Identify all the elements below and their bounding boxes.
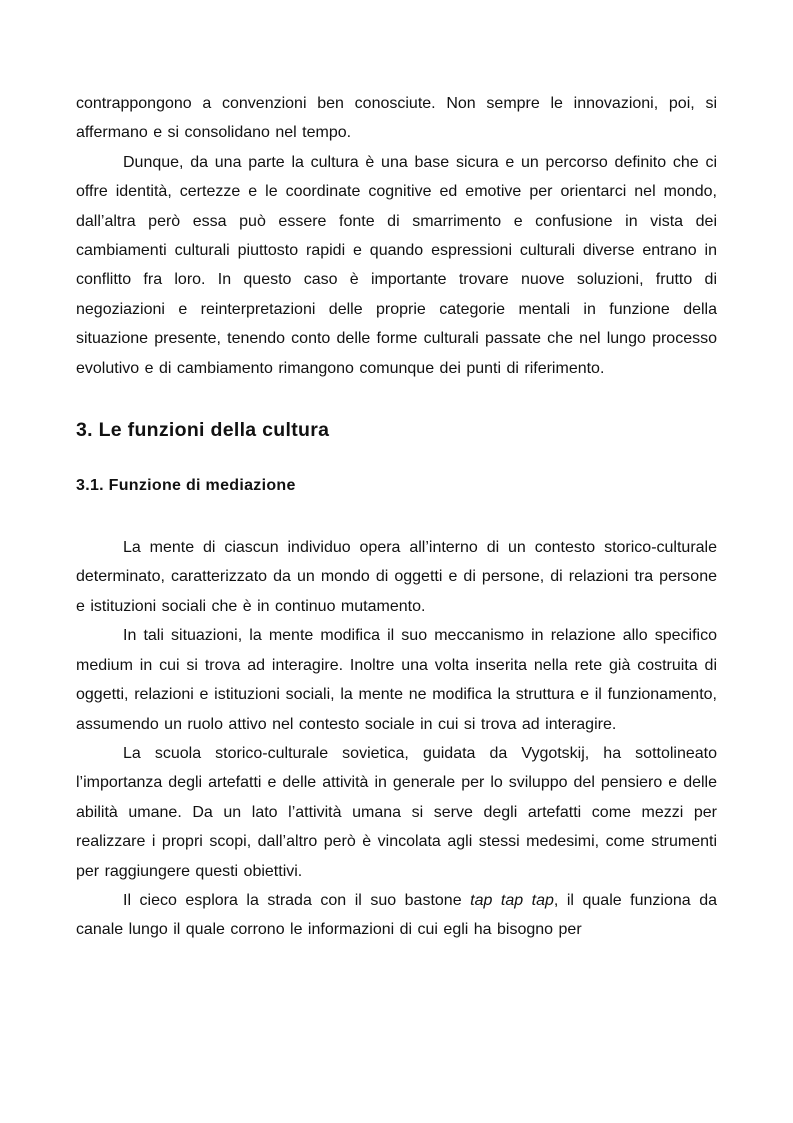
paragraph-mind-medium: In tali situazioni, la mente modifica il suo meccanismo in relazione allo specifico medium in cui si trova ad interagire. Inoltre una volta inserita nella rete già costruita di oggetti, relazioni e istituzioni sociali, la mente ne modifica la struttura e il funzionamento, assumendo un ruolo attivo nel contesto sociale in cui si trova ad interagire. (76, 627, 717, 733)
subsection-heading: 3.1. Funzione di mediazione (76, 477, 296, 495)
paragraph-text-after: , il quale funziona da canale lungo il quale corrono le informazioni di cui egli ha bisogno per (76, 891, 717, 939)
paragraph-blind-man (76, 886, 717, 945)
spacer (76, 501, 717, 533)
section-heading: 3. Le funzioni della cultura (76, 419, 330, 442)
paragraph-text-before: Il cieco esplora la strada con il suo bastone (123, 891, 471, 909)
paragraph-culture-summary: Dunque, da una parte la cultura è una base sicura e un percorso definito che ci offre identità, certezze e le coordinate cognitive ed emotive per orientarci nel mondo, dall’altra però essa può essere fonte di smarrimento e confusione in vista dei cambiamenti culturali piuttosto rapidi e quando espressioni culturali diverse entrano in conflitto fra loro. In questo caso è importante trovare nuove soluzioni, frutto di negoziazioni e reinterpretazioni delle proprie categorie mentali in funzione della situazione presente, tenendo conto delle forme culturali passate che nel lungo processo evolutivo e di cambiamento rimangono comunque dei punti di riferimento. (76, 153, 717, 377)
paragraph-mind-context: La mente di ciascun individuo opera all’interno di un contesto storico-culturale determinato, caratterizzato da un mondo di oggetti e di persone, di relazioni tra persone e istituzioni sociali che è in continuo mutamento. (76, 539, 717, 615)
italic-phrase: tap tap tap (470, 891, 554, 909)
paragraph-continuation: contrappongono a convenzioni ben conosciute. Non sempre le innovazioni, poi, si affermano e si consolidano nel tempo. (76, 95, 717, 142)
document-page (76, 89, 717, 945)
paragraph-vygotskij: La scuola storico-culturale sovietica, guidata da Vygotskij, ha sottolineato l’importanza degli artefatti e delle attività in generale per lo sviluppo del pensiero e delle abilità umane. Da un lato l’attività umana si serve degli artefatti come mezzi per realizzare i propri scopi, dall’altro però è vincolata agli stessi medesimi, come strumenti per raggiungere questi obiettivi. (76, 744, 717, 880)
